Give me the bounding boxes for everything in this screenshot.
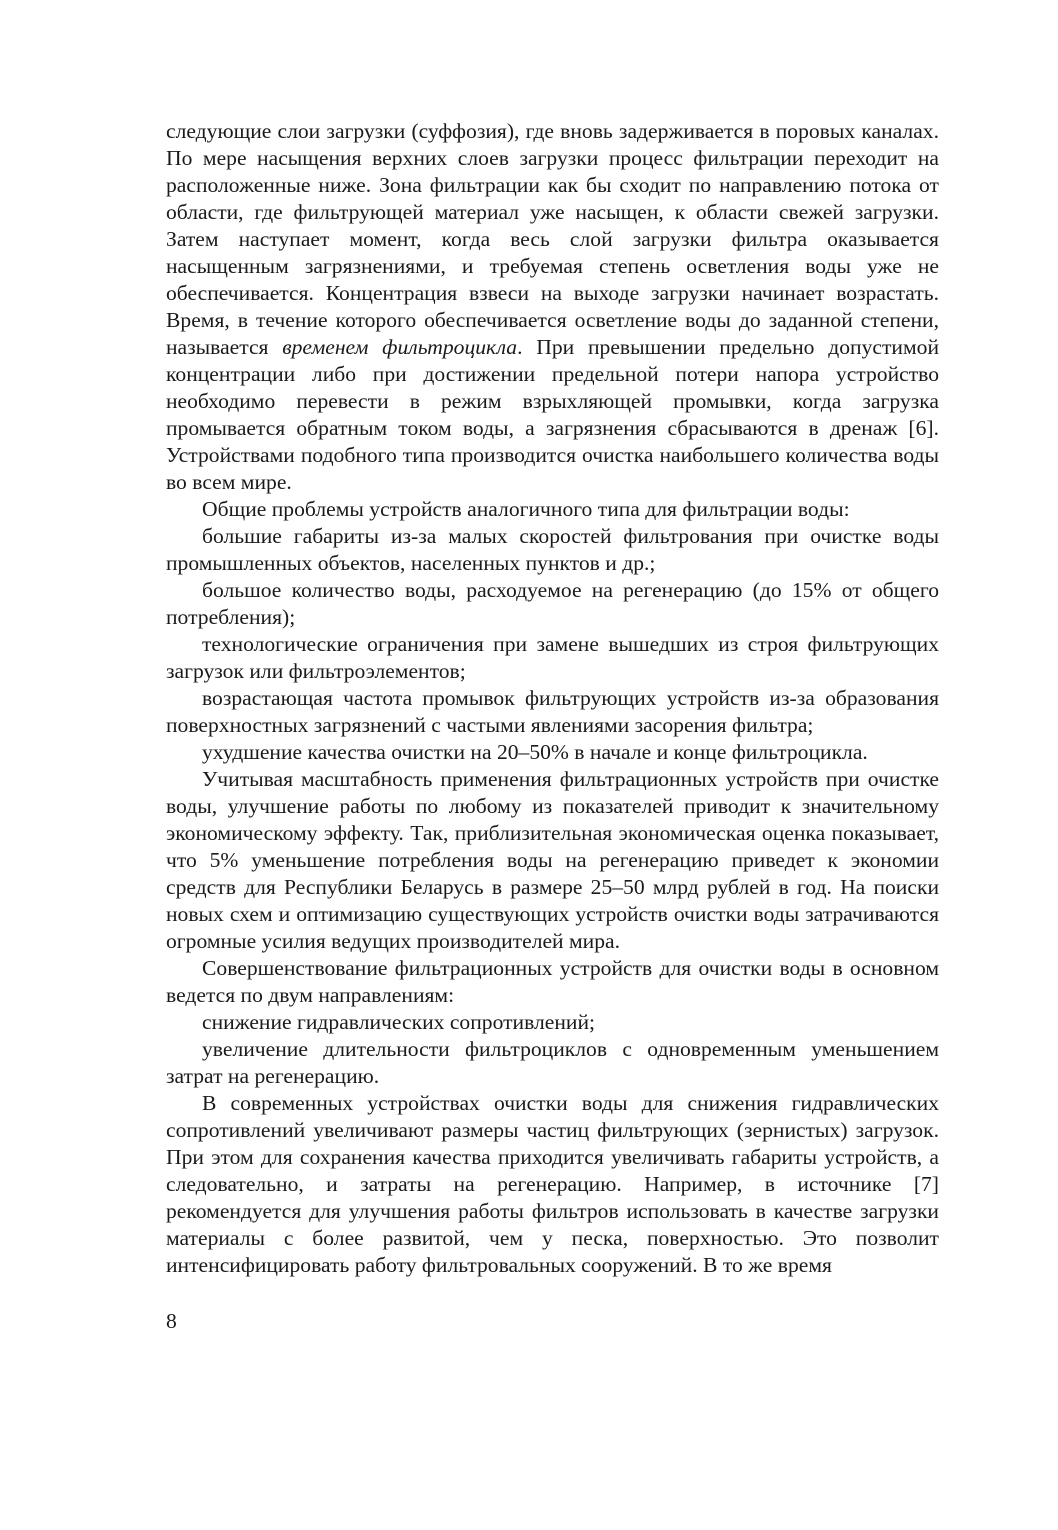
body-text xyxy=(166,118,939,1279)
paragraph-4: Совершенствование фильтрационных устройств для очистки воды в основном ведется по двум направлениям: xyxy=(166,956,939,1007)
paragraph-1 xyxy=(166,118,939,496)
list-item-5: ухудшение качества очистки на 20–50% в начале и конце фильтроцикла. xyxy=(202,740,868,764)
p1-text-a: следующие слои загрузки (суффозия), где вновь задерживается в поровых каналах. По мере насыщения верхних слоев загрузки процесс фильтрации переходит на расположенные ниже. Зона фильтрации как бы сходит по направлению потока от области, где фильтрующей материал уже насыщен, к области свежей загрузки. Затем наступает момент, когда весь слой загрузки фильтра оказывается насыщенным загрязнениями, и требуемая степень осветления воды уже не обеспечивается. Концентрация взвеси на выходе загрузки начинает возрастать. Время, в течение которого обеспечивается осветление воды до заданной степени, называется xyxy=(166,119,939,359)
paragraph-5: В современных устройствах очистки воды для снижения гидравлических сопротивлений увеличивают размеры частиц фильтрующих (зернистых) загрузок. При этом для сохранения качества приходится увеличивать габариты устройств, а следовательно, и затраты на регенерацию. Например, в источнике [7] рекомендуется для улучшения работы фильтров использовать в качестве загрузки материалы с более развитой, чем у песка, поверхностью. Это позволит интенсифицировать работу фильтровальных сооружений. В то же время xyxy=(166,1091,939,1277)
list-item-4: возрастающая частота промывок фильтрующих устройств из-за образования поверхностных загрязнений с частыми явлениями засорения фильтра; xyxy=(166,686,939,737)
page-number: 8 xyxy=(166,1309,177,1333)
list-item-7: увеличение длительности фильтроциклов с одновременным уменьшением затрат на регенерацию. xyxy=(166,1037,939,1088)
p1-text-b: . При превышении предельно допустимой концентрации либо при достижении предельной потери напора устройство необходимо перевести в режим взрыхляющей промывки, когда загрузка промывается обратным током воды, а загрязнения сбрасываются в дренаж [6]. Устройствами подобного типа производится очистка наибольшего количества воды во всем мире. xyxy=(166,335,939,494)
list-item-3: технологические ограничения при замене вышедших из строя фильтрующих загрузок или фильтроэлементов; xyxy=(166,632,939,683)
list-item-6: снижение гидравлических сопротивлений; xyxy=(202,1010,596,1034)
paragraph-2: Общие проблемы устройств аналогичного типа для фильтрации воды: xyxy=(202,497,850,521)
list-item-2: большое количество воды, расходуемое на регенерацию (до 15% от общего потребления); xyxy=(166,578,939,629)
term-filter-cycle-time: временем фильтроцикла xyxy=(282,335,518,359)
list-item-1: большие габариты из-за малых скоростей фильтрования при очистке воды промышленных объектов, населенных пунктов и др.; xyxy=(166,524,939,575)
paragraph-3: Учитывая масштабность применения фильтрационных устройств при очистке воды, улучшение работы по любому из показателей приводит к значительному экономическому эффекту. Так, приблизительная экономическая оценка показывает, что 5% уменьшение потребления воды на регенерацию приведет к экономии средств для Республики Беларусь в размере 25–50 млрд рублей в год. На поиски новых схем и оптимизацию существующих устройств очистки воды затрачиваются огромные усилия ведущих производителей мира. xyxy=(166,767,939,953)
